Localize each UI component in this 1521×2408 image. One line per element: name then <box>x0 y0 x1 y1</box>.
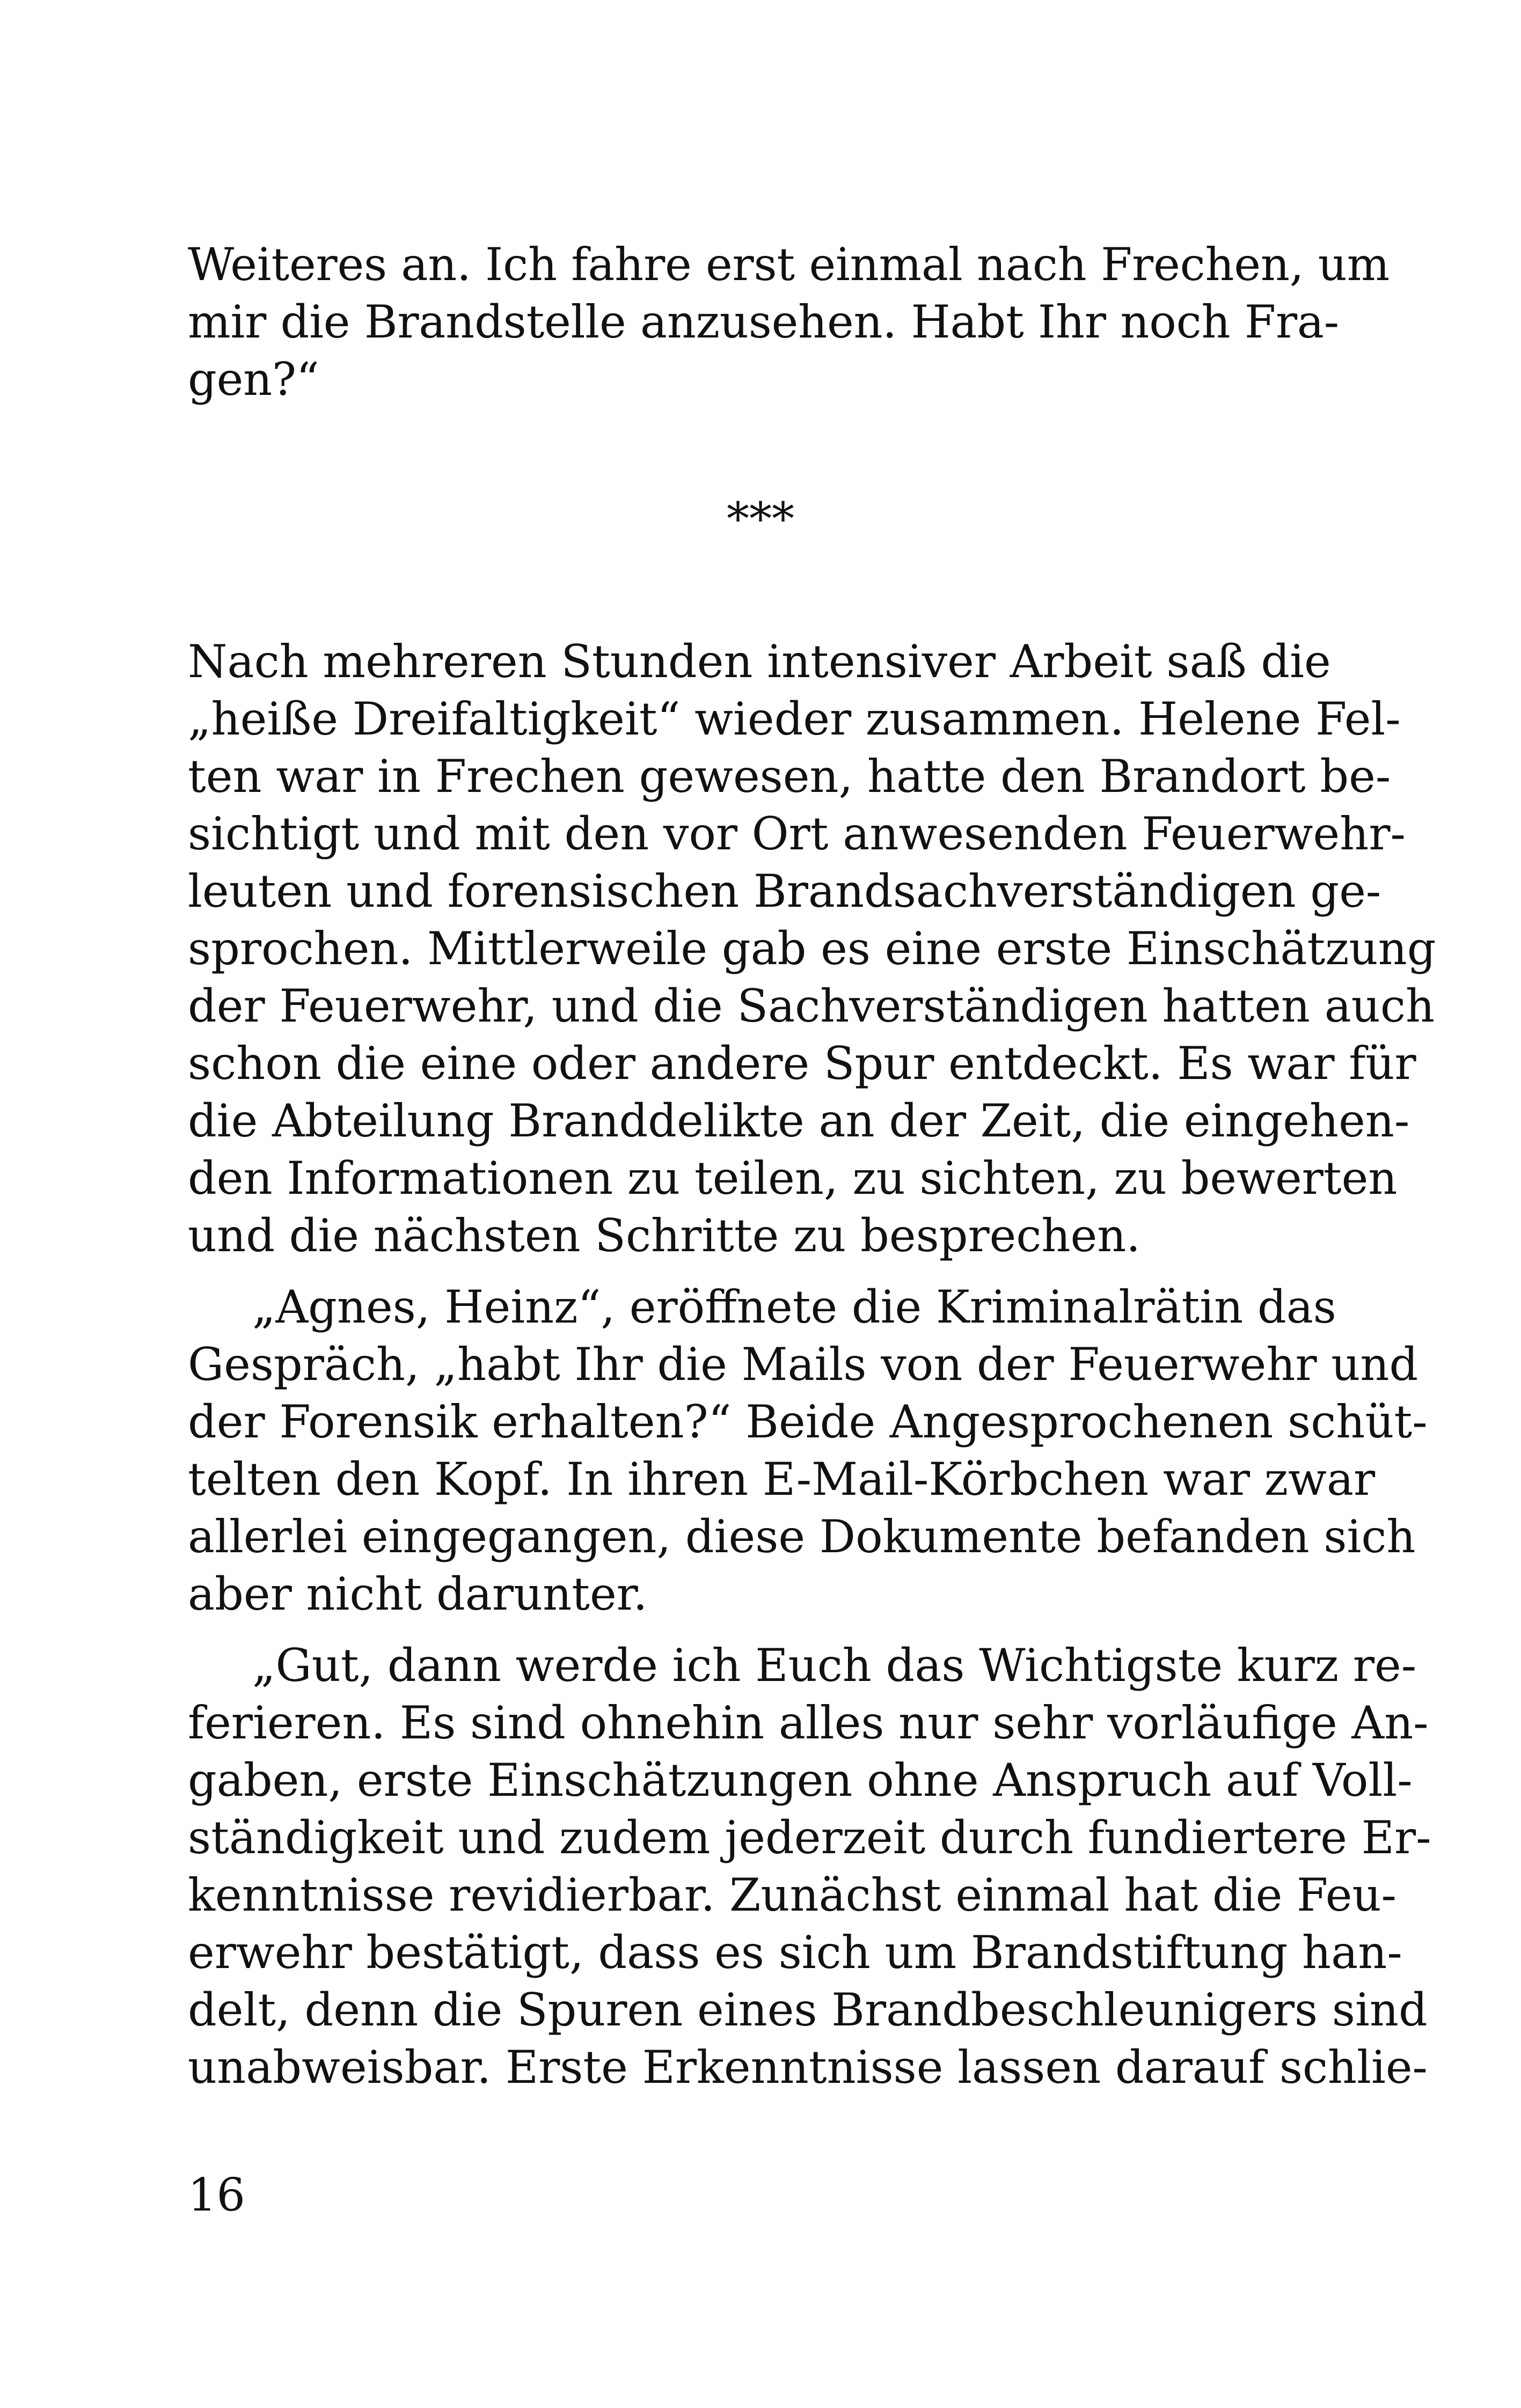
text-line: ferieren. Es sind ohnehin alles nur sehr vorläufige An- <box>188 1697 1429 1749</box>
text-line: gen?“ <box>188 353 319 406</box>
text-line: erwehr bestätigt, dass es sich um Brandstiftung han- <box>188 1926 1402 1979</box>
text-line: telten den Kopf. In ihren E-Mail-Körbchen war zwar <box>188 1453 1376 1506</box>
opening-paragraph <box>188 236 1390 408</box>
text-line: den Informationen zu teilen, zu sichten, zu bewerten <box>188 1152 1398 1205</box>
text-line: mir die Brandstelle anzusehen. Habt Ihr noch Fra- <box>188 296 1339 348</box>
text-line: „Gut, dann werde ich Euch das Wichtigste kurz re- <box>252 1639 1417 1692</box>
text-line: schon die eine oder andere Spur entdeckt. Es war für <box>188 1037 1416 1090</box>
text-line: „Agnes, Heinz“, eröffnete die Kriminalrätin das <box>252 1281 1336 1333</box>
opening-text-block <box>188 236 1390 408</box>
text-line: ständigkeit und zudem jederzeit durch fundiertere Er- <box>188 1811 1431 1864</box>
text-line: allerlei eingegangen, diese Dokumente befanden sich <box>188 1510 1416 1563</box>
text-line: unabweisbar. Erste Erkenntnisse lassen darauf schlie- <box>188 2041 1428 2094</box>
text-line: sprochen. Mittlerweile gab es eine erste Einschätzung <box>188 922 1436 975</box>
text-line: die Abteilung Branddelikte an der Zeit, die eingehen- <box>188 1095 1410 1147</box>
text-line: aber nicht darunter. <box>188 1568 648 1620</box>
main-text-block <box>188 633 1436 2096</box>
text-line: gaben, erste Einschätzungen ohne Anspruch auf Voll- <box>188 1754 1413 1807</box>
paragraph <box>188 633 1436 1265</box>
section-separator: *** <box>727 493 794 545</box>
text-line: und die nächsten Schritte zu besprechen. <box>188 1209 1140 1262</box>
text-line: Nach mehreren Stunden intensiver Arbeit saß die <box>188 635 1331 688</box>
text-line: der Forensik erhalten?“ Beide Angesprochenen schüt- <box>188 1396 1428 1448</box>
page-number: 16 <box>188 2169 245 2221</box>
text-line: ten war in Frechen gewesen, hatte den Brandort be- <box>188 750 1391 803</box>
text-line: „heiße Dreifaltigkeit“ wieder zusammen. Helene Fel- <box>188 693 1401 745</box>
text-line: leuten und forensischen Brandsachverständigen ge- <box>188 865 1381 917</box>
text-line: Weiteres an. Ich fahre erst einmal nach Frechen, um <box>188 238 1390 291</box>
paragraph <box>188 1637 1431 2096</box>
text-line: Gespräch, „habt Ihr die Mails von der Feuerwehr und <box>188 1338 1418 1391</box>
paragraph <box>188 1279 1428 1623</box>
text-line: der Feuerwehr, und die Sachverständigen hatten auch <box>188 980 1435 1032</box>
text-line: sichtigt und mit den vor Ort anwesenden Feuerwehr- <box>188 807 1406 860</box>
text-line: delt, denn die Spuren eines Brandbeschleunigers sind <box>188 1984 1428 2036</box>
text-line: kenntnisse revidierbar. Zunächst einmal hat die Feu- <box>188 1869 1396 1921</box>
